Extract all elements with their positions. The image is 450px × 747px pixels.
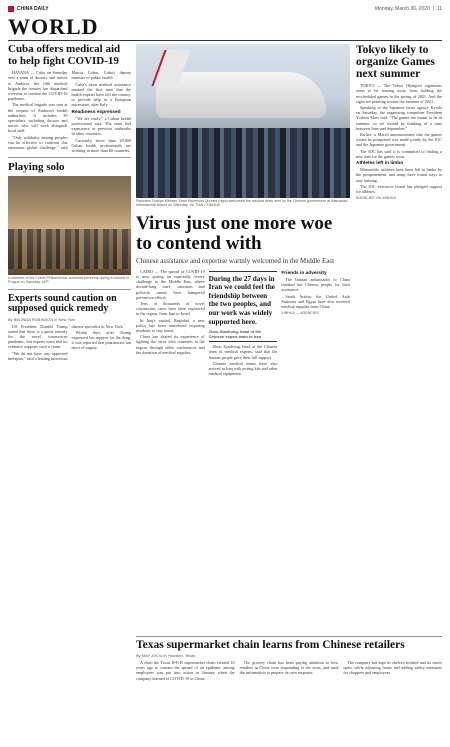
left-column xyxy=(8,44,131,361)
texas-headline: Texas supermarket chain learns from Chinese retailers xyxy=(136,639,405,651)
cuba-paragraph: The medical brigade was sent at the request of Andorra's health authorities. It includes 39 specialists, including doctors and nurses who will work alongside local staff. xyxy=(8,102,68,134)
section-divider xyxy=(8,157,131,158)
texas-paragraph: The company has kept its shelves stocked and its stores open, while adjusting hours and adding safety measures for shoppers and employees. xyxy=(343,660,442,676)
section-title: WORLD xyxy=(8,14,99,39)
experts-paragraph: US President Donald Trump stated that there is a quick remedy for the novel coronavirus pandemic, but experts warn that no evidence supports such a claim. xyxy=(8,323,68,350)
playing-headline: Playing solo xyxy=(8,161,65,174)
date-line: Monday, March 30, 2020 | 11 xyxy=(374,6,442,12)
virus-col-3 xyxy=(281,269,350,378)
section-divider xyxy=(8,289,131,290)
virus-subhead: Friends in adversity xyxy=(281,270,327,276)
tokyo-paragraph: Earlier, a March announcement that the games would be postponed was made jointly by the IOC and the Japanese government. xyxy=(356,132,442,148)
cuba-paragraph: "Only solidarity among peoples can be effective to confront this enormous global challenge," said Marcia Cobas, Cuba's deputy minister of public health. xyxy=(8,70,131,150)
cuba-paragraph: HAVANA — Cuba on Saturday sent a team of doctors and nurses to Andorra, the fifth medical brigade the country has dispatched overseas to combat the COVID-19 pandemic. xyxy=(8,70,68,102)
tokyo-paragraph: The IOC has said it is committed to finding a new date for the games soon. xyxy=(356,148,442,159)
texas-story xyxy=(136,636,442,681)
logo-mark-icon xyxy=(8,6,14,12)
tokyo-headline: Tokyo likely to organize Games next summer xyxy=(356,44,435,81)
cuba-paragraph: "We are ready," a Cuban health professional said. The team had experience in previous outbreaks in other countries. xyxy=(71,115,131,137)
section-divider xyxy=(136,636,442,637)
texas-body xyxy=(136,660,442,681)
cuba-subhead: Readiness expressed xyxy=(71,109,121,115)
airport-caption: Pakistani Foreign Minister Shah Mahmood Qureshi (right) welcomed the medical team sent by the Chinese government at Islamabad International Airport on Saturday. XU TIAN / XINHUA xyxy=(136,199,348,208)
virus-paragraph: Chinese medical teams have also arrived in Iraq with testing kits and other medical equipment. xyxy=(208,360,278,377)
experts-paragraph: Within days after Trump expressed his support for the drug, it was reported that pharmacies ran short of supply. xyxy=(71,329,131,351)
paper-name: CHINA DAILY xyxy=(17,6,49,12)
pull-rule xyxy=(209,341,278,342)
experts-paragraph: "We do not have any approved therapies," said a leading infectious disease specialist in New York. xyxy=(8,323,124,361)
tokyo-paragraph: TOKYO — The Tokyo Olympics organizers seem to be leaning away from holding the rescheduled games in the spring of 2021. And the signs are pointing toward the summer of 2021. xyxy=(356,83,442,104)
middle-column xyxy=(136,44,350,377)
virus-col-1 xyxy=(136,269,205,378)
pull-credit: Zhou Xiaohong, head of the Chinese expert team to Iran xyxy=(208,329,262,340)
page-number: 11 xyxy=(436,6,442,12)
virus-credit: XINHUA — AGENCIES xyxy=(281,311,319,316)
orchestra-photo xyxy=(8,176,131,275)
cuba-headline: Cuba offers medical aid to help fight COVID-19 xyxy=(8,43,121,67)
tokyo-body xyxy=(356,83,442,200)
tokyo-paragraph: Speaking to the Japanese news agency Kyodo on Saturday, the organizing committee President Yoshiro Mori said: "The games are meant to be in summer, so we should be thinking of a time between June and September." xyxy=(356,105,442,131)
airport-photo xyxy=(136,44,350,198)
virus-col-2-text xyxy=(209,344,278,376)
texas-paragraph: The grocery chain has been paying attention to how retailers in China were responding to the virus, and used the information to prepare its own response. xyxy=(239,660,339,676)
virus-paragraph: Zhou Xiaohong, head of the Chinese team of medical experts, said that the Iranian people gave their full support. xyxy=(208,344,278,360)
pull-quote: During the 27 days in Iran we could feel the friendship between the two peoples, and our work was widely supported here. xyxy=(208,274,275,326)
issue-date: Monday, March 30, 2020 xyxy=(374,6,430,12)
header-rule xyxy=(8,40,442,41)
virus-dek: Chinese assistance and expertise warmly welcomed in the Middle East xyxy=(136,256,335,265)
virus-paragraph: Tens of thousands of novel coronavirus cases have been registered in the region, from Iran to Israel. xyxy=(136,300,205,317)
virus-paragraph: CAIRO — The spread of COVID-19 is now posing an especially severe challenge to the Middle East, where decade-long wars, sanctions and political unrest have hampered preventive efforts. xyxy=(136,268,205,300)
virus-col-2 xyxy=(209,269,278,378)
right-column xyxy=(356,44,442,201)
texas-paragraph: A chart the Texas H-E-B supermarket chain created 16 years ago to contain the spread of an epidemic among employees was put into action in January when the company learned of COVID-19 in China. xyxy=(136,660,235,681)
pull-rule xyxy=(209,271,278,272)
tokyo-subhead: Athletes left in limbo xyxy=(356,161,404,167)
virus-paragraph: In Iraq's capital, Baghdad, a new policy has been introduced requiring residents to stay home. xyxy=(136,317,205,333)
texas-byline: By MAY ZHOU in Houston, Texas xyxy=(136,653,196,659)
experts-headline: Experts sound caution on supposed quick remedy xyxy=(8,292,117,314)
cuba-paragraph: Cuba's latest medical assistance marked the first time that the health experts have left the country to provide help in a European microstate, after Italy. xyxy=(71,81,131,108)
virus-paragraph: China has shared its experience of fighting the virus with countries in the region, through video conferences and the donation of medical supplies. xyxy=(136,334,205,355)
virus-paragraph: Saudi Arabia, the United Arab Emirates and Egypt have also received medical supplies from China. xyxy=(281,293,351,309)
masthead-bar xyxy=(8,4,442,14)
china-daily-logo xyxy=(8,6,49,12)
cuba-paragraph: Currently, more than 29,000 Cuban health professionals are working in more than 60 countries. xyxy=(71,137,131,153)
tokyo-paragraph: The IOC executive board has pledged support for athletes. xyxy=(356,183,442,195)
tokyo-paragraph: Meanwhile, athletes have been left in limbo by the postponement, and many have found ways to stay training. xyxy=(356,167,442,183)
virus-body xyxy=(136,269,350,378)
experts-body xyxy=(8,324,131,361)
cuba-body xyxy=(8,70,131,153)
virus-paragraph: The Iranian ambassador to China thanked the Chinese people for their assistance. xyxy=(281,276,351,293)
orchestra-caption: A member of the Czech Philharmonic orchestra performs during a concert in Prague on Saturday. AFP xyxy=(8,275,130,285)
virus-headline: Virus just one more woe to contend with xyxy=(136,212,333,254)
experts-byline: By BELINDA ROBINSON in New York xyxy=(8,316,76,322)
tokyo-credit: AGENCIES VIA XINHUA xyxy=(356,196,396,201)
